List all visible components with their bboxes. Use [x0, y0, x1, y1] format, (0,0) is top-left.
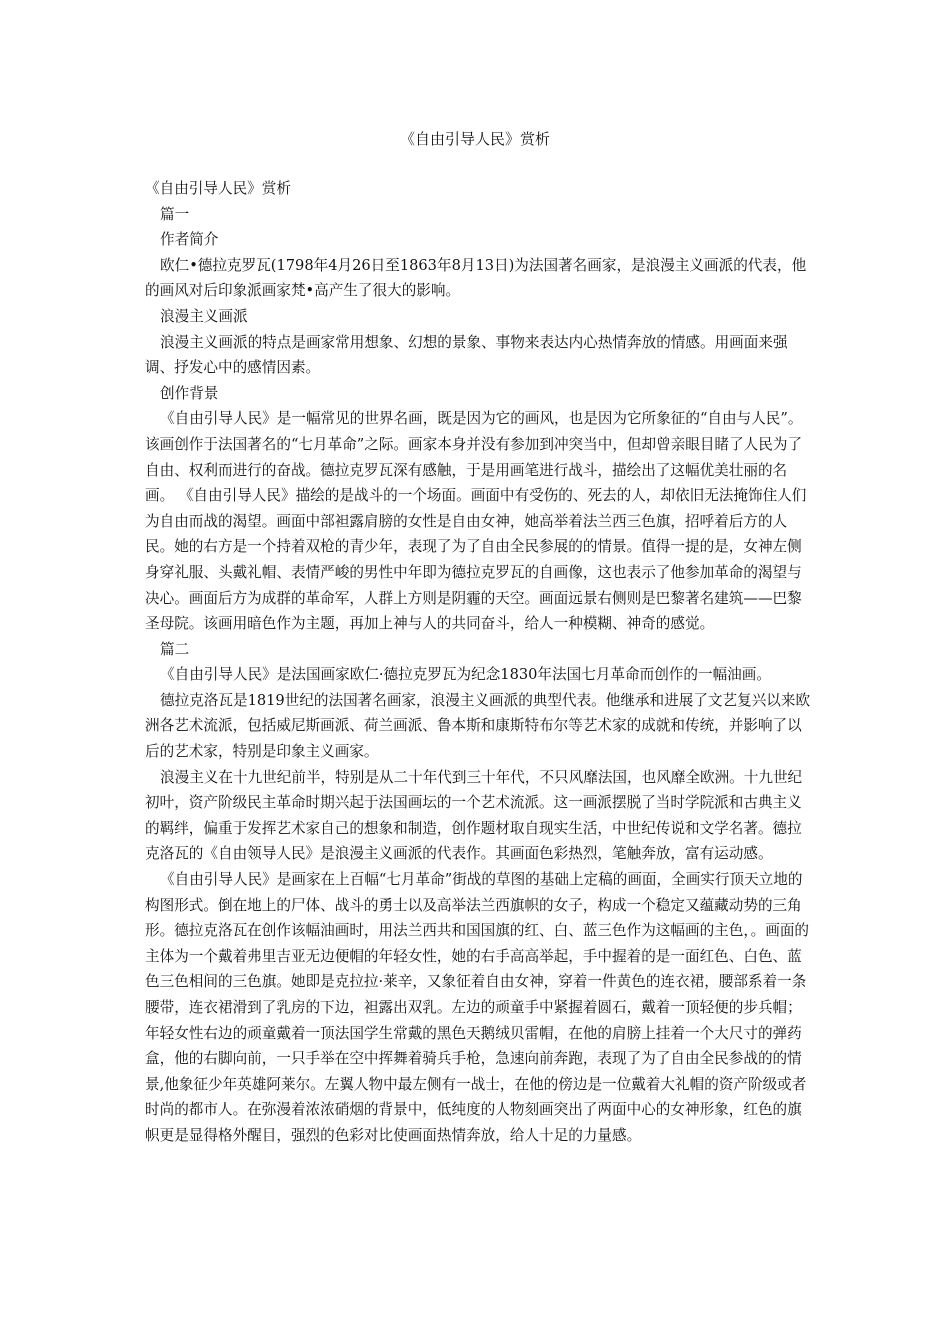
paragraph-author-bio: 欧仁•德拉克罗瓦(1798年4月26日至1863年8月13日)为法国著名画家，是浪漫主义画派的代表，他的画风对后印象派画家梵•高产生了很大的影响。 — [145, 256, 807, 300]
paragraph-composition: 《自由引导人民》是画家在上百幅“七月革命”街战的草图的基础上定稿的画面，全画实行顶天立地的构图形式。倒在地上的尸体、战斗的勇士以及高举法兰西旗帜的女子，构成一个稳定又蕴藏动势的三角形。德拉克洛瓦在创作该幅油画时，用法兰西共和国国旗的红、白、蓝三色作为这幅画的主色，。画面的主体为一个戴着弗里吉亚无边便帽的年轻女性，她的右手高高举起，手中握着的是一面红色、白色、蓝色三色相间的三色旗。她即是克拉拉·莱辛，又象征着自由女神，穿着一件黄色的连衣裙，腰部系着一条腰带，连衣裙滑到了乳房的下边，袒露出双乳。左边的顽童手中紧握着圆石，戴着一顶轻便的步兵帽；年轻女性右边的顽童戴着一顶法国学生常戴的黑色天鹅绒贝雷帽，在他的肩膀上挂着一个大尺寸的弹药盒，他的右脚向前，一只手举在空中挥舞着骑兵手枪，急速向前奔跑，表现了为了自由全民参战的的情景,他象征少年英雄阿莱尔。左翼人物中最左侧有一战士，在他的傍边是一位戴着大礼帽的资产阶级或者时尚的都市人。在弥漫着浓浓硝烟的背景中，低纯度的人物刻画突出了两面中心的女神形象，红色的旗帜更是显得格外醒目，强烈的色彩对比使画面热情奔放，给人十足的力量感。 — [145, 871, 810, 1144]
subheading-author-intro: 作者简介 — [160, 231, 219, 249]
paragraph-painting-intro: 《自由引导人民》是法国画家欧仁·德拉克罗瓦为纪念1830年法国七月革命而创作的一幅油画。 — [160, 666, 771, 684]
section-label-part-two: 篇二 — [160, 640, 190, 658]
body-heading: 《自由引导人民》赏析 — [145, 180, 291, 197]
paragraph-background: 《自由引导人民》是一幅常见的世界名画，既是因为它的画风，也是因为它所象征的“自由与人民”。该画创作于法国著名的“七月革命”之际。画家本身并没有参加到冲突当中，但却曾亲眼目睹了人民为了自由、权利而进行的奋战。德拉克罗瓦深有感触，于是用画笔进行战斗，描绘出了这幅优美壮丽的名画。 《自由引导人民》描绘的是战斗的一个场面。画面中有受伤的、死去的人，却依旧无法掩饰住人们为自由而战的渴望。画面中部袒露肩膀的女性是自由女神，她高举着法兰西三色旗，招呼着后方的人民。她的右方是一个持着双枪的青少年，表现了为了自由全民参展的的情景。值得一提的是，女神左侧身穿礼服、头戴礼帽、表情严峻的男性中年即为德拉克罗瓦的自画像，这也表示了他参加革命的渴望与决心。画面后方为成群的革命军，人群上方则是阴霾的天空。画面远景右侧则是巴黎著名建筑——巴黎圣母院。该画用暗色作为主题，再加上神与人的共同奋斗，给人一种模糊、神奇的感觉。 — [145, 410, 807, 633]
subheading-romanticism: 浪漫主义画派 — [160, 307, 248, 325]
subheading-background: 创作背景 — [160, 384, 219, 402]
paragraph-romanticism-traits: 浪漫主义画派的特点是画家常用想象、幻想的景象、事物来表达内心热情奔放的情感。用画面来强调、抒发心中的感情因素。 — [145, 333, 788, 377]
document-body — [145, 176, 813, 1149]
section-label-part-one: 篇一 — [160, 205, 190, 223]
paragraph-romanticism-history: 浪漫主义在十九世纪前半，特别是从二十年代到三十年代，不只风靡法国，也风靡全欧洲。十九世纪初叶，资产阶级民主革命时期兴起于法国画坛的一个艺术流派。这一画派摆脱了当时学院派和古典主义的羁绊，偏重于发挥艺术家自己的想象和制造，创作题材取自现实生活，中世纪传说和文学名著。德拉克洛瓦的《自由领导人民》是浪漫主义画派的代表作。其画面色彩热烈，笔触奔放，富有运动感。 — [145, 768, 803, 863]
paragraph-delacroix: 德拉克洛瓦是1819世纪的法国著名画家，浪漫主义画派的典型代表。他继承和进展了文艺复兴以来欧洲各艺术流派，包括威尼斯画派、荷兰画派、鲁本斯和康斯特布尔等艺术家的成就和传统，并影响了以后的艺术家，特别是印象主义画家。 — [145, 691, 811, 761]
document-title: 《自由引导人民》赏析 — [399, 130, 550, 148]
